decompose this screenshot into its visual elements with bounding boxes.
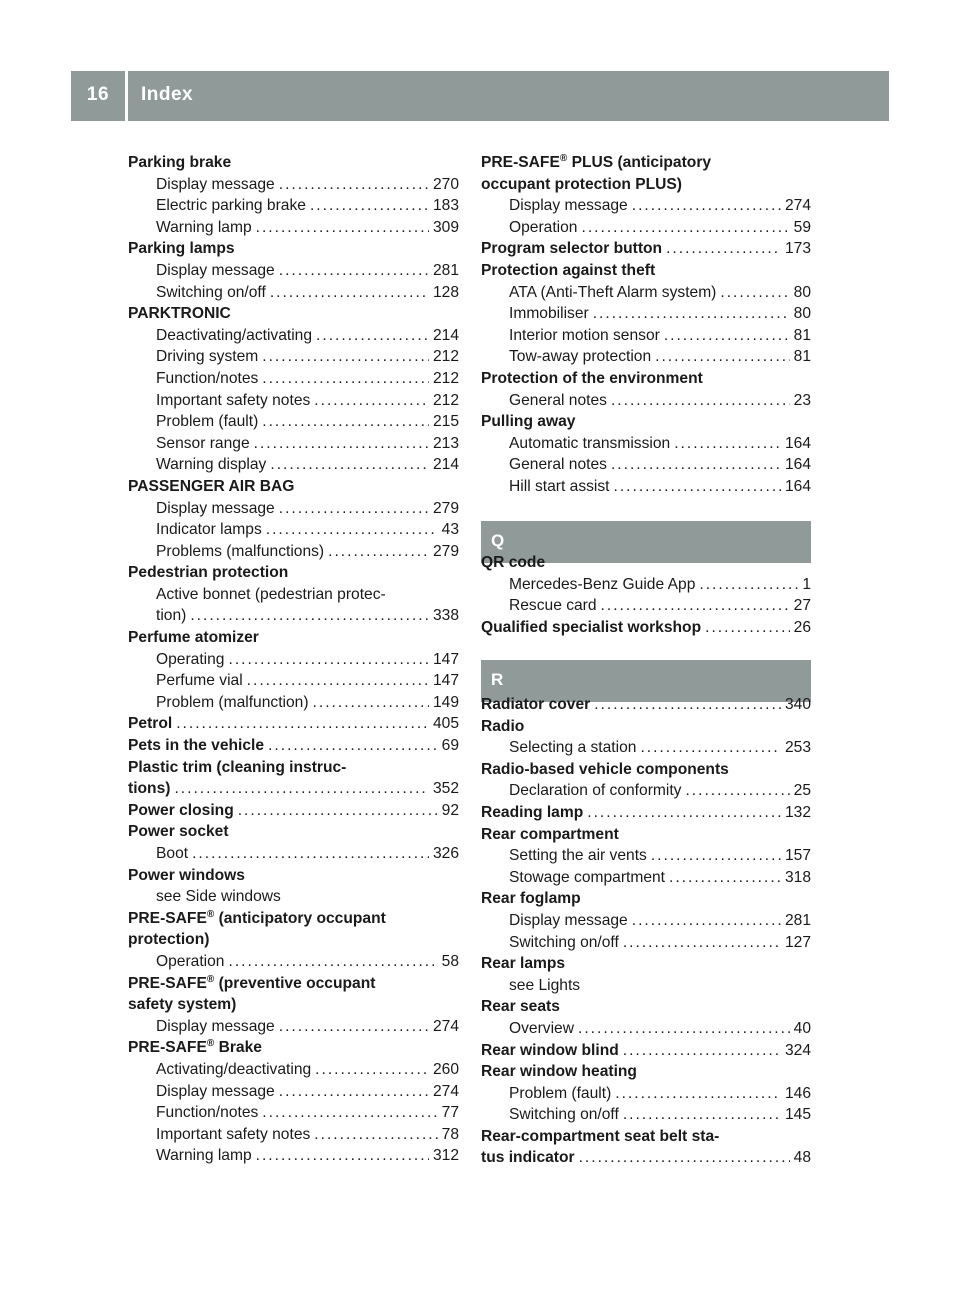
index-entry[interactable]: Immobiliser ..... 80 xyxy=(481,303,811,325)
index-heading: PRE-SAFE® PLUS (anticipatory xyxy=(481,153,712,171)
index-entry[interactable]: Important safety notes ..... 78 xyxy=(128,1124,459,1146)
index-entry[interactable]: Problem (fault) ..... 215 xyxy=(128,411,459,433)
index-heading: Radio xyxy=(481,717,525,735)
index-entry[interactable]: Warning display ..... 214 xyxy=(128,454,459,476)
index-entry[interactable]: Mercedes-Benz Guide App ..... 1 xyxy=(481,574,811,596)
index-entry[interactable]: Warning lamp ..... 312 xyxy=(128,1145,459,1167)
index-entry[interactable]: Rescue card ..... 27 xyxy=(481,595,811,617)
index-entry[interactable]: Driving system ..... 212 xyxy=(128,346,459,368)
index-entry[interactable]: Setting the air vents ..... 157 xyxy=(481,845,811,867)
index-entry[interactable]: Display message ..... 270 xyxy=(128,174,459,196)
index-entry[interactable]: Hill start assist ..... 164 xyxy=(481,476,811,498)
index-entry[interactable]: Display message ..... 279 xyxy=(128,498,459,520)
index-entry[interactable]: Deactivating/activating ..... 214 xyxy=(128,325,459,347)
index-entry[interactable]: Electric parking brake ..... 183 xyxy=(128,195,459,217)
index-entry[interactable]: Overview ..... 40 xyxy=(481,1018,811,1040)
header-band xyxy=(71,71,889,121)
index-heading: occupant protection PLUS) xyxy=(481,175,682,193)
index-heading: Parking lamps xyxy=(128,240,235,258)
index-heading: Rear compartment xyxy=(481,825,619,843)
letter-r: R xyxy=(491,670,504,689)
index-entry-continued[interactable]: Active bonnet (pedestrian protec- xyxy=(156,585,386,603)
index-heading: Rear-compartment seat belt sta- xyxy=(481,1127,720,1145)
index-entry[interactable]: Display message ..... 274 xyxy=(128,1081,459,1103)
index-entry[interactable]: tion) ..... 338 xyxy=(128,605,459,627)
index-heading-entry[interactable]: Pets in the vehicle ..... 69 xyxy=(128,735,459,757)
index-heading: Plastic trim (cleaning instruc- xyxy=(128,758,347,776)
index-heading: Pedestrian protection xyxy=(128,564,289,582)
section-title: Index xyxy=(141,84,194,105)
index-cross-reference[interactable]: see Lights xyxy=(509,976,581,994)
index-heading: PRE-SAFE® Brake xyxy=(128,1038,262,1057)
index-heading-entry[interactable]: tions) ..... 352 xyxy=(128,778,459,800)
index-heading: PARKTRONIC xyxy=(128,305,231,323)
index-entry[interactable]: General notes ..... 23 xyxy=(481,390,811,412)
letter-q: Q xyxy=(491,531,505,550)
index-heading: Perfume atomizer xyxy=(128,629,259,647)
page-number: 16 xyxy=(86,84,110,105)
index-entry[interactable]: Warning lamp ..... 309 xyxy=(128,217,459,239)
index-entry[interactable]: Boot ..... 326 xyxy=(128,843,459,865)
index-heading: Protection against theft xyxy=(481,261,656,279)
index-entry[interactable]: ATA (Anti-Theft Alarm system) ..... 80 xyxy=(481,282,811,304)
index-entry[interactable]: Operation ..... 58 xyxy=(128,951,459,973)
index-heading-entry[interactable]: tus indicator ..... 48 xyxy=(481,1147,811,1169)
index-heading: Rear window heating xyxy=(481,1063,637,1081)
index-entry[interactable]: Important safety notes ..... 212 xyxy=(128,390,459,412)
index-entry[interactable]: Problem (fault) ..... 146 xyxy=(481,1083,811,1105)
index-entry[interactable]: Display message ..... 274 xyxy=(128,1016,459,1038)
index-heading: protection) xyxy=(128,931,210,949)
index-entry[interactable]: Stowage compartment ..... 318 xyxy=(481,867,811,889)
index-heading: PRE-SAFE® (anticipatory occupant xyxy=(128,908,386,927)
index-entry[interactable]: Automatic transmission ..... 164 xyxy=(481,433,811,455)
header-separator xyxy=(125,71,128,121)
index-heading: Rear lamps xyxy=(481,955,566,973)
index-heading: safety system) xyxy=(128,996,237,1014)
index-entry[interactable]: Declaration of conformity ..... 25 xyxy=(481,780,811,802)
index-cross-reference[interactable]: see Side windows xyxy=(156,888,281,906)
index-heading: Power windows xyxy=(128,866,245,884)
index-column-left xyxy=(128,152,459,1167)
index-entry[interactable]: Tow-away protection ..... 81 xyxy=(481,346,811,368)
index-entry[interactable]: Display message ..... 281 xyxy=(481,910,811,932)
index-heading-entry[interactable]: Radiator cover ..... 340 xyxy=(481,694,811,716)
index-entry[interactable]: General notes ..... 164 xyxy=(481,454,811,476)
index-heading: Rear seats xyxy=(481,998,560,1016)
index-entry[interactable]: Perfume vial ..... 147 xyxy=(128,670,459,692)
index-heading: QR code xyxy=(481,554,546,571)
index-heading: PRE-SAFE® (preventive occupant xyxy=(128,973,376,992)
index-entry[interactable]: Operation ..... 59 xyxy=(481,217,811,239)
index-heading: Protection of the environment xyxy=(481,369,703,387)
index-heading: Parking brake xyxy=(128,154,232,171)
index-entry[interactable]: Activating/deactivating ..... 260 xyxy=(128,1059,459,1081)
index-entry[interactable]: Display message ..... 281 xyxy=(128,260,459,282)
index-entry[interactable]: Problem (malfunction) ..... 149 xyxy=(128,692,459,714)
index-entry[interactable]: Problems (malfunctions) ..... 279 xyxy=(128,541,459,563)
index-heading: Power socket xyxy=(128,823,229,841)
index-heading-entry[interactable]: Petrol ..... 405 xyxy=(128,713,459,735)
index-heading-entry[interactable]: Reading lamp ..... 132 xyxy=(481,802,811,824)
index-entry[interactable]: Switching on/off ..... 145 xyxy=(481,1104,811,1126)
index-heading-entry[interactable]: Program selector button ..... 173 xyxy=(481,238,811,260)
index-column-right-p xyxy=(481,152,811,498)
index-heading-entry[interactable]: Rear window blind ..... 324 xyxy=(481,1040,811,1062)
index-entry[interactable]: Sensor range ..... 213 xyxy=(128,433,459,455)
index-column-right-q xyxy=(481,552,811,638)
index-heading-entry[interactable]: Qualified specialist workshop ..... 26 xyxy=(481,617,811,639)
index-entry[interactable]: Function/notes ..... 212 xyxy=(128,368,459,390)
index-heading-entry[interactable]: Power closing ..... 92 xyxy=(128,800,459,822)
index-entry[interactable]: Switching on/off ..... 128 xyxy=(128,282,459,304)
index-heading: Rear foglamp xyxy=(481,890,581,908)
index-heading: Pulling away xyxy=(481,413,576,431)
index-entry[interactable]: Display message ..... 274 xyxy=(481,195,811,217)
index-heading: PASSENGER AIR BAG xyxy=(128,477,295,495)
index-entry[interactable]: Switching on/off ..... 127 xyxy=(481,932,811,954)
index-entry[interactable]: Function/notes ..... 77 xyxy=(128,1102,459,1124)
index-entry[interactable]: Indicator lamps ..... 43 xyxy=(128,519,459,541)
index-column-right-r xyxy=(481,694,811,1169)
index-heading: Radio-based vehicle components xyxy=(481,760,729,778)
index-entry[interactable]: Operating ..... 147 xyxy=(128,649,459,671)
index-entry[interactable]: Selecting a station ..... 253 xyxy=(481,737,811,759)
index-entry[interactable]: Interior motion sensor ..... 81 xyxy=(481,325,811,347)
